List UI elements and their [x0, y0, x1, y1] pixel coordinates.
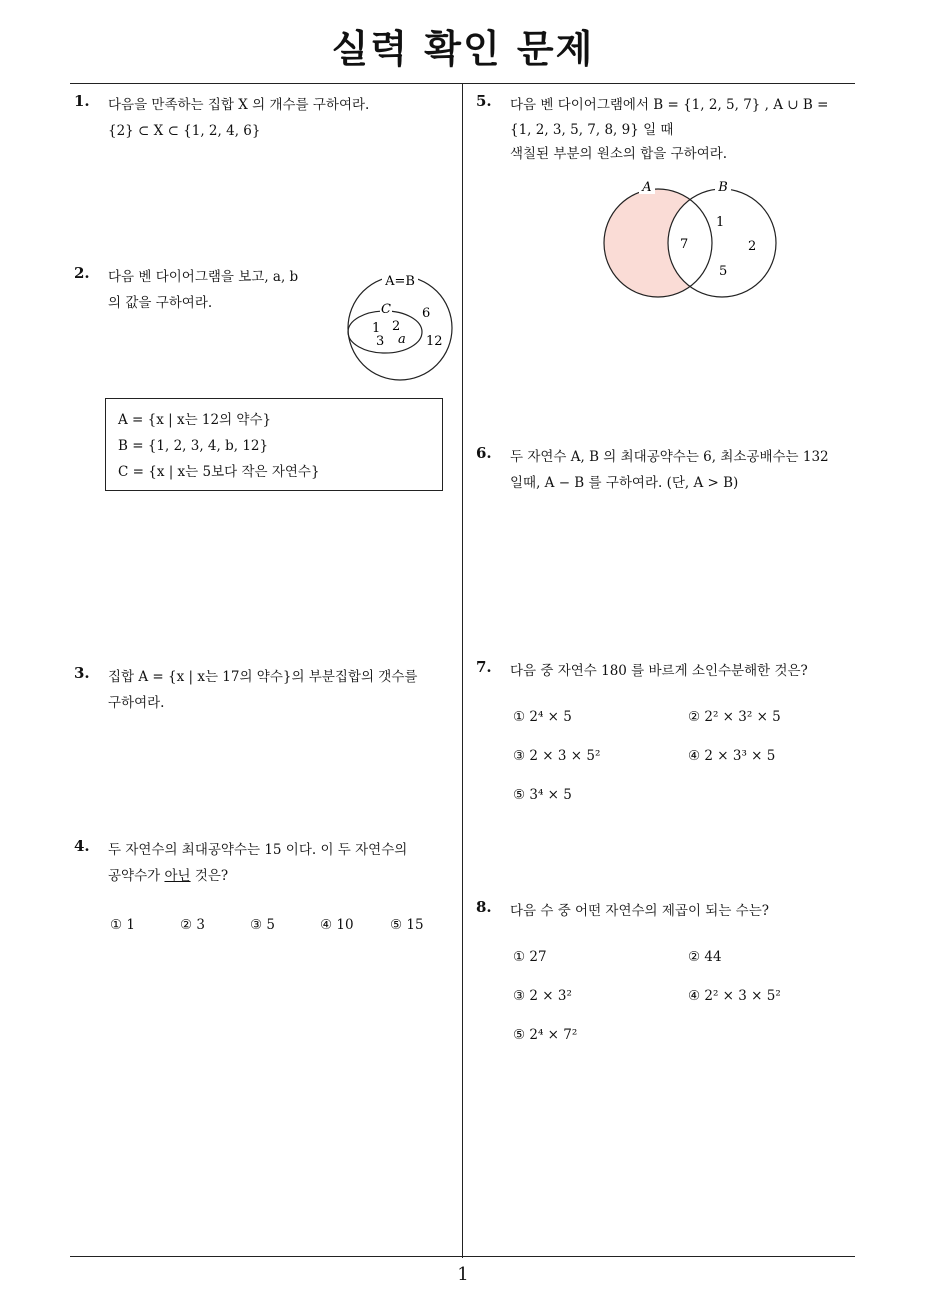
page-title: 실력 확인 문제 — [331, 27, 595, 71]
question-number: 2. — [74, 264, 90, 282]
option-4[interactable]: ④ 2² × 3 × 5² — [688, 988, 781, 1004]
element: 2 — [392, 319, 401, 334]
element: 3 — [376, 334, 385, 349]
question-5 — [476, 92, 861, 166]
option-4[interactable]: ④ 2 × 3³ × 5 — [688, 748, 776, 764]
question-text: 두 자연수의 최대공약수는 15 이다. 이 두 자연수의 — [108, 842, 408, 858]
set-a-label: A — [642, 180, 652, 195]
question-text: 의 값을 구하여라. — [108, 295, 213, 311]
option-4[interactable]: ④ 10 — [320, 917, 354, 933]
outer-set-label: A=B — [385, 274, 415, 289]
element: 5 — [719, 264, 728, 279]
question-text — [108, 863, 459, 889]
question-6 — [476, 444, 871, 496]
question-number: 5. — [476, 92, 492, 110]
bottom-rule — [70, 1256, 855, 1257]
venn-diagram-q5 — [580, 175, 790, 305]
text-part: 공약수가 — [108, 868, 165, 884]
question-text: 다음 벤 다이어그램에서 B = {1, 2, 5, 7} , A ∪ B = — [510, 97, 829, 113]
column-divider — [462, 84, 463, 1258]
question-text: 다음 중 자연수 180 를 바르게 소인수분해한 것은? — [510, 663, 808, 679]
element: 1 — [372, 321, 381, 336]
option-3[interactable]: ③ 5 — [250, 917, 275, 933]
question-number: 4. — [74, 837, 90, 855]
option-5[interactable]: ⑤ 3⁴ × 5 — [513, 787, 572, 803]
element: 12 — [426, 334, 443, 349]
question-number: 3. — [74, 664, 90, 682]
option-1[interactable]: ① 27 — [513, 949, 547, 965]
condition-line: B = {1, 2, 3, 4, b, 12} — [118, 438, 269, 454]
inner-set-ellipse — [348, 311, 422, 353]
question-text: 다음 벤 다이어그램을 보고, a, b — [108, 269, 299, 285]
set-b-label: B — [718, 180, 728, 195]
question-text: 색칠된 부분의 원소의 합을 구하여라. — [510, 146, 728, 162]
option-1[interactable]: ① 1 — [110, 917, 135, 933]
conditions-box — [105, 398, 443, 491]
option-2[interactable]: ② 3 — [180, 917, 205, 933]
element: 7 — [680, 237, 689, 252]
question-4 — [74, 837, 459, 889]
option-5[interactable]: ⑤ 15 — [390, 917, 424, 933]
question-3 — [74, 664, 459, 716]
question-number: 8. — [476, 898, 492, 916]
element: a — [398, 332, 406, 347]
question-text: 집합 A = {x | x는 17의 약수}의 부분집합의 갯수를 — [108, 669, 418, 685]
underlined-word: 아닌 — [164, 868, 191, 884]
condition-line: A = {x | x는 12의 약수} — [118, 412, 272, 428]
text-part: 것은? — [190, 868, 229, 884]
question-text: 두 자연수 A, B 의 최대공약수는 6, 최소공배수는 132 — [510, 449, 829, 465]
venn-diagram-q2 — [340, 268, 460, 388]
question-number: 1. — [74, 92, 90, 110]
question-number: 7. — [476, 658, 492, 676]
condition-line: C = {x | x는 5보다 작은 자연수} — [118, 464, 320, 480]
option-3[interactable]: ③ 2 × 3² — [513, 988, 572, 1004]
question-text: {1, 2, 3, 5, 7, 8, 9} 일 때 — [510, 122, 674, 138]
question-text: 다음을 만족하는 집합 X 의 개수를 구하여라. — [108, 97, 370, 113]
option-5[interactable]: ⑤ 2⁴ × 7² — [513, 1027, 578, 1043]
question-number: 6. — [476, 444, 492, 462]
question-8 — [476, 898, 861, 924]
inner-set-label: C — [381, 302, 391, 317]
question-text: 구하여라. — [108, 695, 165, 711]
question-7 — [476, 658, 861, 684]
option-2[interactable]: ② 2² × 3² × 5 — [688, 709, 781, 725]
option-3[interactable]: ③ 2 × 3 × 5² — [513, 748, 601, 764]
question-text: 일때, A − B 를 구하여라. (단, A > B) — [510, 475, 739, 491]
element: 1 — [716, 215, 725, 230]
option-1[interactable]: ① 2⁴ × 5 — [513, 709, 572, 725]
element: 2 — [748, 239, 757, 254]
question-text: {2} ⊂ X ⊂ {1, 2, 4, 6} — [108, 123, 261, 139]
page-number: 1 — [457, 1264, 469, 1285]
question-1 — [74, 92, 459, 144]
question-text: 다음 수 중 어떤 자연수의 제곱이 되는 수는? — [510, 903, 769, 919]
element: 6 — [422, 306, 431, 321]
option-2[interactable]: ② 44 — [688, 949, 722, 965]
